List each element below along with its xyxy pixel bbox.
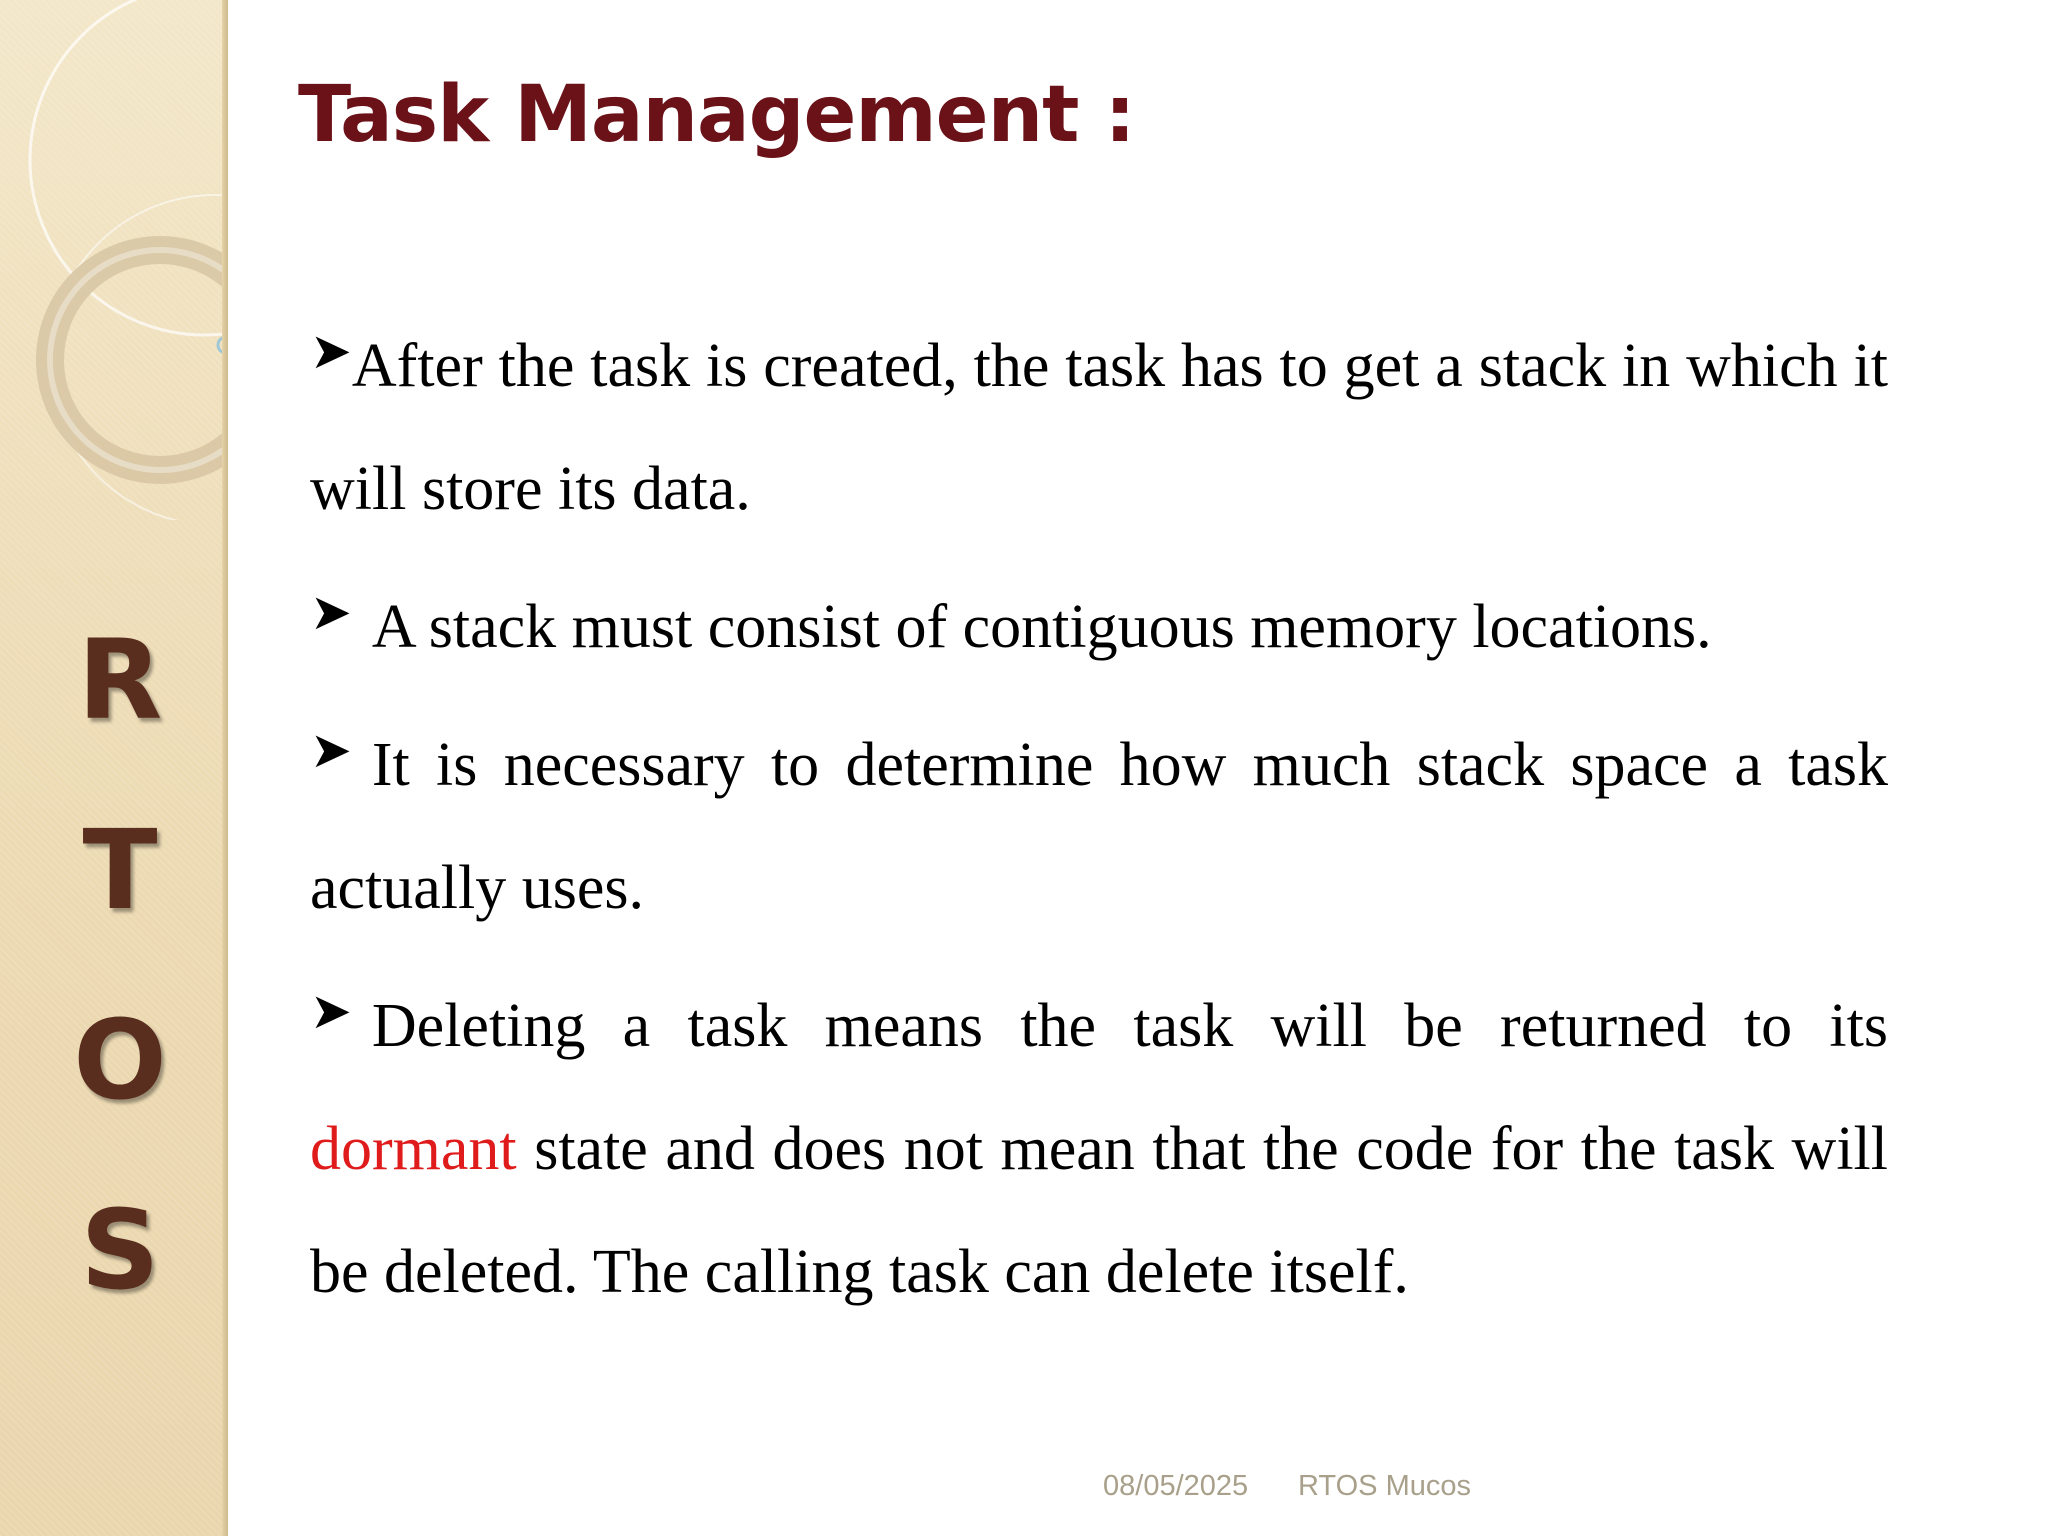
arrowhead-bullet-icon: ➤	[310, 322, 352, 380]
slide-title: Task Management :	[298, 70, 1135, 160]
bullet-text: It is necessary to determine how much stack space a task actually uses.	[310, 731, 1888, 922]
bullet-text: After the task is created, the task has to get a stack in which it will store its data.	[310, 332, 1888, 523]
footer-date: 08/05/2025	[1103, 1470, 1249, 1502]
bullet-item	[310, 290, 1888, 551]
highlighted-term: dormant	[310, 1115, 517, 1183]
bullet-text-continued: state and does not mean that the code for the task will be deleted. The calling task can delete itself.	[310, 1115, 1888, 1306]
bullet-item	[310, 551, 1888, 689]
bullet-item	[310, 689, 1888, 950]
side-letter-o: O	[73, 996, 167, 1124]
side-decoration-band	[0, 0, 228, 1536]
bullet-text: A stack must consist of contiguous memory locations.	[371, 593, 1712, 661]
side-letter-s: S	[80, 1186, 160, 1314]
bullet-item	[310, 950, 1888, 1334]
slide-body	[310, 290, 1888, 1334]
arrowhead-bullet-icon: ➤	[310, 982, 352, 1040]
arrowhead-bullet-icon: ➤	[310, 721, 352, 779]
side-letter-t: T	[82, 806, 158, 934]
bullet-text: Deleting a task means the task will be returned to its	[371, 992, 1888, 1060]
arrowhead-bullet-icon: ➤	[310, 583, 352, 641]
decorative-circles-icon	[0, 0, 228, 520]
side-letter-r: R	[77, 616, 163, 744]
footer-title: RTOS Mucos	[1298, 1470, 1471, 1502]
side-vertical-title	[60, 585, 180, 1345]
